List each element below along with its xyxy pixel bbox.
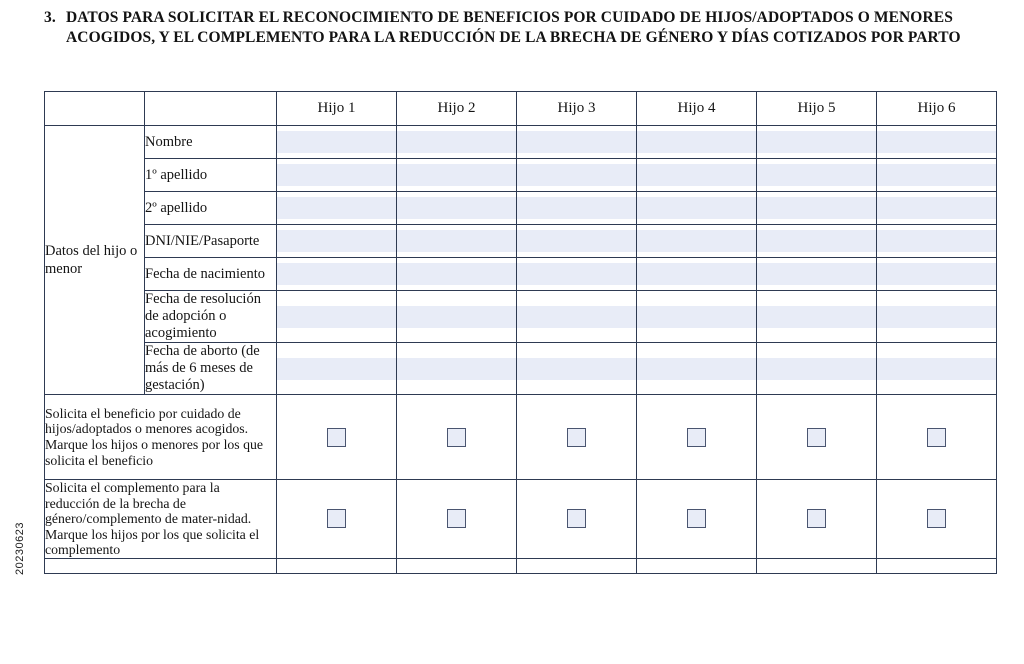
input-dni-hijo-5[interactable] [757, 225, 877, 258]
input-nombre-hijo-3[interactable] [517, 126, 637, 159]
header-hijo-1: Hijo 1 [277, 92, 397, 126]
field-value [637, 164, 756, 186]
header-blank-2 [145, 92, 277, 126]
field-value [517, 197, 636, 219]
checkbox-box [807, 509, 826, 528]
checkbox-box [927, 428, 946, 447]
table-row [45, 343, 997, 395]
input-primer-apellido-hijo-2[interactable] [397, 159, 517, 192]
checkbox-box [327, 509, 346, 528]
table-row [45, 225, 997, 258]
field-value [637, 263, 756, 285]
partial-cell-hijo-1 [277, 558, 397, 573]
top-cut-text [44, 0, 944, 4]
row-label-segundo-apellido: 2º apellido [145, 192, 277, 225]
input-primer-apellido-hijo-3[interactable] [517, 159, 637, 192]
input-segundo-apellido-hijo-2[interactable] [397, 192, 517, 225]
table-header-row [45, 92, 997, 126]
checkbox-box [687, 509, 706, 528]
header-hijo-3: Hijo 3 [517, 92, 637, 126]
input-fecha-aborto-hijo-3[interactable] [517, 343, 637, 395]
field-value [637, 197, 756, 219]
checkbox-complemento-hijo-3[interactable] [517, 480, 637, 559]
section-title: DATOS PARA SOLICITAR EL RECONOCIMIENTO DE BENEFICIOS POR CUIDADO DE HIJOS/ADOPTADOS O MENORES ACOGIDOS, Y EL COMPLEMENTO PARA LA REDUCCIÓN DE LA BRECHA DE GÉNERO Y DÍAS COTIZADOS POR PARTO [66, 9, 961, 46]
input-fecha-aborto-hijo-2[interactable] [397, 343, 517, 395]
field-value [877, 263, 996, 285]
checkbox-complemento-hijo-5[interactable] [757, 480, 877, 559]
table-row [45, 159, 997, 192]
field-value [397, 131, 516, 153]
field-value [517, 164, 636, 186]
section-heading [44, 8, 994, 48]
field-value [637, 131, 756, 153]
field-value [397, 306, 516, 328]
input-segundo-apellido-hijo-6[interactable] [877, 192, 997, 225]
checkbox-box [807, 428, 826, 447]
input-dni-hijo-2[interactable] [397, 225, 517, 258]
field-value [277, 306, 396, 328]
field-value [517, 131, 636, 153]
section-number: 3. [44, 9, 56, 26]
field-value [877, 358, 996, 380]
field-value [277, 197, 396, 219]
checkbox-box [447, 509, 466, 528]
checkbox-beneficio-hijo-5[interactable] [757, 395, 877, 480]
input-fecha-resolucion-hijo-5[interactable] [757, 291, 877, 343]
input-dni-hijo-1[interactable] [277, 225, 397, 258]
input-segundo-apellido-hijo-3[interactable] [517, 192, 637, 225]
field-value [517, 306, 636, 328]
field-value [757, 230, 876, 252]
field-value [877, 131, 996, 153]
input-segundo-apellido-hijo-1[interactable] [277, 192, 397, 225]
field-value [757, 164, 876, 186]
input-fecha-aborto-hijo-4[interactable] [637, 343, 757, 395]
field-value [877, 306, 996, 328]
instruction-solicita-beneficio: Solicita el beneficio por cuidado de hijos/adoptados o menores acogidos. Marque los hijos o menores por los que solicita el beneficio [45, 395, 277, 480]
field-value [757, 358, 876, 380]
field-value [877, 197, 996, 219]
checkbox-box [687, 428, 706, 447]
input-dni-hijo-6[interactable] [877, 225, 997, 258]
partial-cell-hijo-5 [757, 558, 877, 573]
input-nombre-hijo-5[interactable] [757, 126, 877, 159]
row-label-dni: DNI/NIE/Pasaporte [145, 225, 277, 258]
input-segundo-apellido-hijo-4[interactable] [637, 192, 757, 225]
field-value [517, 358, 636, 380]
document-side-code: 20230623 [14, 522, 26, 575]
checkbox-box [567, 509, 586, 528]
field-value [517, 263, 636, 285]
input-fecha-resolucion-hijo-6[interactable] [877, 291, 997, 343]
row-label-fecha-nacimiento: Fecha de nacimiento [145, 258, 277, 291]
field-value [397, 197, 516, 219]
field-value [757, 197, 876, 219]
checkbox-beneficio-hijo-1[interactable] [277, 395, 397, 480]
header-hijo-5: Hijo 5 [757, 92, 877, 126]
field-value [397, 164, 516, 186]
field-value [277, 358, 396, 380]
checkbox-complemento-hijo-4[interactable] [637, 480, 757, 559]
partial-cell-hijo-6 [877, 558, 997, 573]
partial-cell-hijo-4 [637, 558, 757, 573]
checkbox-complemento-hijo-2[interactable] [397, 480, 517, 559]
checkbox-beneficio-hijo-4[interactable] [637, 395, 757, 480]
input-dni-hijo-3[interactable] [517, 225, 637, 258]
partial-cell-hijo-2 [397, 558, 517, 573]
field-value [757, 131, 876, 153]
input-fecha-nacimiento-hijo-4[interactable] [637, 258, 757, 291]
table-row [45, 192, 997, 225]
input-fecha-nacimiento-hijo-5[interactable] [757, 258, 877, 291]
row-label-primer-apellido: 1º apellido [145, 159, 277, 192]
header-hijo-6: Hijo 6 [877, 92, 997, 126]
input-segundo-apellido-hijo-5[interactable] [757, 192, 877, 225]
input-fecha-aborto-hijo-6[interactable] [877, 343, 997, 395]
input-fecha-resolucion-hijo-1[interactable] [277, 291, 397, 343]
input-fecha-nacimiento-hijo-3[interactable] [517, 258, 637, 291]
input-primer-apellido-hijo-1[interactable] [277, 159, 397, 192]
field-value [277, 164, 396, 186]
input-fecha-nacimiento-hijo-6[interactable] [877, 258, 997, 291]
field-value [757, 306, 876, 328]
field-value [877, 230, 996, 252]
table-row-partial [45, 558, 997, 573]
input-fecha-resolucion-hijo-4[interactable] [637, 291, 757, 343]
partial-cell-hijo-3 [517, 558, 637, 573]
input-fecha-nacimiento-hijo-1[interactable] [277, 258, 397, 291]
input-nombre-hijo-2[interactable] [397, 126, 517, 159]
checkbox-box [927, 509, 946, 528]
field-value [397, 230, 516, 252]
table-row [45, 291, 997, 343]
input-primer-apellido-hijo-6[interactable] [877, 159, 997, 192]
partial-cell-label [45, 558, 277, 573]
checkbox-complemento-hijo-1[interactable] [277, 480, 397, 559]
input-nombre-hijo-4[interactable] [637, 126, 757, 159]
checkbox-beneficio-hijo-3[interactable] [517, 395, 637, 480]
checkbox-box [447, 428, 466, 447]
field-value [517, 230, 636, 252]
header-hijo-2: Hijo 2 [397, 92, 517, 126]
checkbox-box [567, 428, 586, 447]
children-data-table [44, 91, 997, 574]
checkbox-beneficio-hijo-2[interactable] [397, 395, 517, 480]
field-value [277, 131, 396, 153]
input-fecha-aborto-hijo-5[interactable] [757, 343, 877, 395]
row-label-nombre: Nombre [145, 126, 277, 159]
checkbox-box [327, 428, 346, 447]
input-primer-apellido-hijo-5[interactable] [757, 159, 877, 192]
field-value [397, 263, 516, 285]
input-dni-hijo-4[interactable] [637, 225, 757, 258]
checkbox-complemento-hijo-6[interactable] [877, 480, 997, 559]
field-value [637, 358, 756, 380]
table-row [45, 395, 997, 480]
field-value [397, 358, 516, 380]
row-label-fecha-aborto: Fecha de aborto (de más de 6 meses de gestación) [145, 343, 277, 395]
field-value [637, 230, 756, 252]
field-value [877, 164, 996, 186]
field-value [757, 263, 876, 285]
input-nombre-hijo-6[interactable] [877, 126, 997, 159]
table-row [45, 258, 997, 291]
input-fecha-aborto-hijo-1[interactable] [277, 343, 397, 395]
table-row [45, 126, 997, 159]
group-label-datos-hijo: Datos del hijo o menor [45, 126, 145, 395]
field-value [637, 306, 756, 328]
input-fecha-resolucion-hijo-2[interactable] [397, 291, 517, 343]
field-value [277, 263, 396, 285]
field-value [277, 230, 396, 252]
input-fecha-nacimiento-hijo-2[interactable] [397, 258, 517, 291]
header-blank-1 [45, 92, 145, 126]
input-nombre-hijo-1[interactable] [277, 126, 397, 159]
table-row [45, 480, 997, 559]
input-primer-apellido-hijo-4[interactable] [637, 159, 757, 192]
header-hijo-4: Hijo 4 [637, 92, 757, 126]
row-label-fecha-resolucion: Fecha de resolución de adopción o acogimiento [145, 291, 277, 343]
checkbox-beneficio-hijo-6[interactable] [877, 395, 997, 480]
input-fecha-resolucion-hijo-3[interactable] [517, 291, 637, 343]
instruction-solicita-complemento: Solicita el complemento para la reducción de la brecha de género/complemento de mater-nidad. Marque los hijos por los que solicita el complemento [45, 480, 277, 559]
